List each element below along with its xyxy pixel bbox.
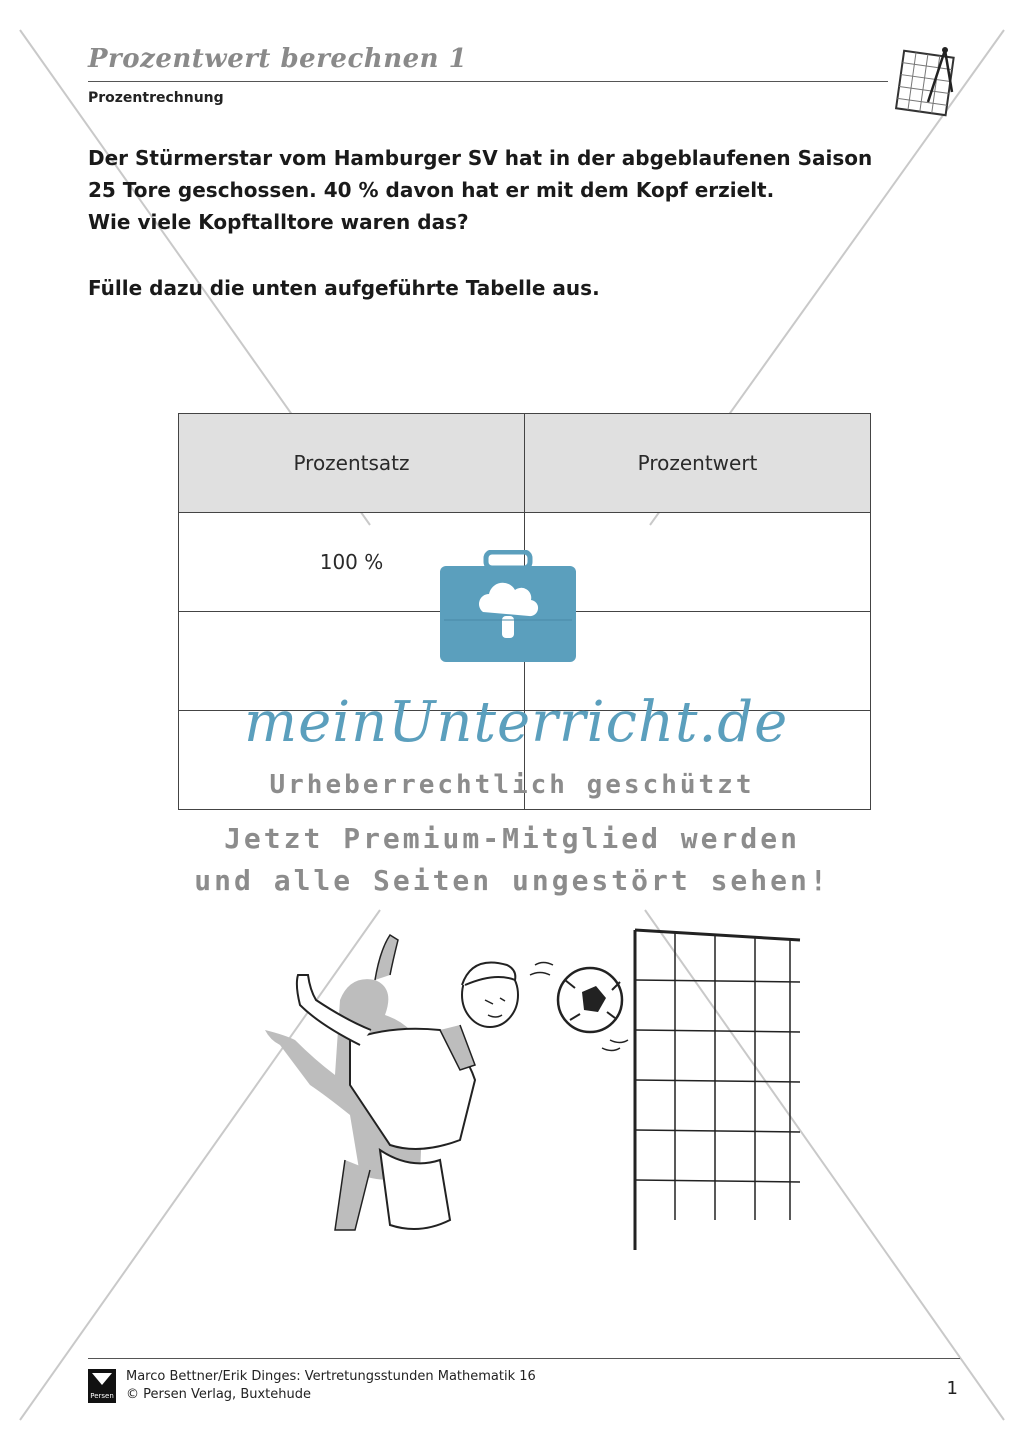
cell-percentage[interactable]: 100 % <box>179 513 525 612</box>
task-text <box>88 142 908 238</box>
footer-credits <box>126 1368 536 1404</box>
footer-line-1: Marco Bettner/Erik Dinges: Vertretungsstunden Mathematik 16 <box>126 1369 536 1384</box>
watermark-brand: meinUnterricht.de <box>244 690 789 755</box>
table-header-row <box>179 414 871 513</box>
header-rule <box>88 81 888 82</box>
page-subtitle: Prozentrechnung <box>88 90 224 106</box>
task-line-1: Der Stürmerstar vom Hamburger SV hat in der abgeblaufenen Saison <box>88 146 873 170</box>
persen-logo <box>88 1369 116 1403</box>
task-line-3: Wie viele Kopftalltore waren das? <box>88 210 469 234</box>
grid-paper-compass-icon <box>890 42 960 122</box>
watermark-copyright: Urheberrechtlich geschützt <box>269 770 755 800</box>
watermark-cta-line-2: und alle Seiten ungestört sehen! <box>194 864 830 897</box>
header-percent-value: Prozentwert <box>525 414 871 513</box>
page-title: Prozentwert berechnen 1 <box>88 44 468 74</box>
task-instruction: Fülle dazu die unten aufgeführte Tabelle aus. <box>88 276 600 300</box>
watermark-cta-line-1: Jetzt Premium-Mitglied werden <box>224 822 800 855</box>
briefcase-cloud-icon <box>438 550 578 665</box>
footer-line-2: © Persen Verlag, Buxtehude <box>126 1387 311 1402</box>
footer-rule <box>88 1358 960 1359</box>
soccer-header-illustration <box>230 920 810 1260</box>
task-line-2: 25 Tore geschossen. 40 % davon hat er mit dem Kopf erzielt. <box>88 178 775 202</box>
page-number: 1 <box>946 1378 958 1399</box>
watermark-cta <box>0 818 1024 902</box>
publisher-logo-text: Persen <box>90 1392 114 1400</box>
header-percentage: Prozentsatz <box>179 414 525 513</box>
